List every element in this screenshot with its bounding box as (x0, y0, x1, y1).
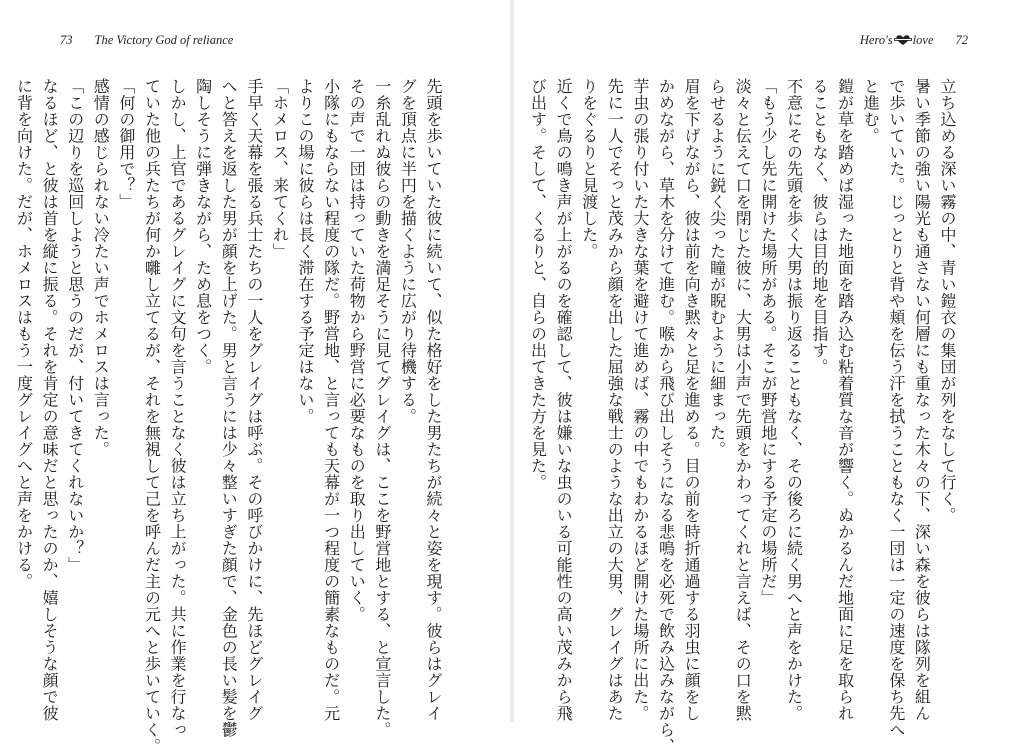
text-line: 手早く天幕を張る兵士たちの一人をグレイグは呼ぶ。その呼びかけに、先ほどグレイグ (244, 78, 264, 722)
text-line: ることもなく、彼らは目的地を目指す。 (810, 78, 830, 375)
page-number-left: 73 (60, 32, 73, 47)
text-line: び出す。そして、くるりと、自らの出てきた方を見た。 (528, 78, 548, 491)
text-line: 暑い季節の強い陽光も通さない何層にも重なった木々の下、深い森を彼らは隊列を組ん (912, 78, 932, 722)
text-line: ていた他の兵たちが何か囃し立てるが、それを無視して己を呼んだ主の元へと歩いていく。 (142, 78, 162, 755)
header-right (860, 30, 968, 50)
text-line: と進む。 (861, 78, 881, 144)
running-title-left: The Victory God of reliance (94, 32, 234, 47)
text-line: なるほど、と彼は首を縦に振る。それを肯定の意味だと思ったのか、嬉しそうな顔で彼 (40, 78, 60, 722)
running-title-right-after: love (912, 32, 934, 47)
left-page-body (14, 78, 446, 755)
text-line: 近くで鳥の鳴き声が上がるのを確認して、彼は嫌いな虫のいる可能性の高い茂みから飛 (554, 78, 574, 722)
right-page-body (528, 78, 960, 755)
text-line: 鎧が草を踏めば湿った地面を踏み込む粘着質な音が響く。ぬかるんだ地面に足を取られ (835, 78, 855, 722)
text-line: に背を向けた。だが、ホメロスはもう一度グレイグへと声をかける。 (14, 78, 34, 590)
text-line: 陶しそうに弾きながら、ため息をつく。 (193, 78, 213, 375)
running-title-right-before: Hero's (859, 32, 893, 47)
text-line: その声で一団は持っていた荷物から野営に必要なものを取り出していく。 (347, 78, 367, 623)
book-gutter (510, 0, 514, 722)
text-line: グを頂点に半円を描くように広がり待機する。 (398, 78, 418, 425)
text-line: 「もう少し先に開けた場所がある。そこが野営地にする予定の場所だ」 (758, 78, 778, 606)
text-line: 小隊にもならない程度の隊だ。野営地、と言っても天幕が一つ程度の簡素なものだ。元 (321, 78, 341, 722)
text-line: 淡々と伝えて口を閉じた彼に、大男は小声で先頭をかわってくれと言えば、その口を黙 (733, 78, 753, 722)
text-line: 先に一人でそっと茂みから顔を出した屈強な戦士のような出立の大男、グレイグはあた (605, 78, 625, 722)
text-line: かめながら、草木を分けて進む。喉から飛び出しそうになる悲鳴を必死で飲み込みながら、 (656, 78, 676, 755)
text-line: 感情の感じられない冷たい声でホメロスは言った。 (91, 78, 111, 458)
text-line: 先頭を歩いていた彼に続いて、似た格好をした男たちが続々と姿を現す。彼らはグレイ (424, 78, 443, 722)
text-line: 「ホメロス、来てくれ」 (270, 78, 290, 260)
text-line: りをぐるりと見渡した。 (579, 78, 599, 260)
page-number-right: 72 (955, 32, 968, 47)
text-line: 芋虫の張り付いた大きな葉を避けて進めば、霧の中でもわかるほど開けた場所に出た。 (630, 78, 650, 722)
text-line: 眉を下げながら、彼は前を向き黙々と足を進める。目の前を時折通過する羽虫に顔をし (682, 78, 702, 722)
header-left (60, 30, 233, 50)
text-line: 不意にその先頭を歩く大男は振り返ることもなく、その後ろに続く男へと声をかけた。 (784, 78, 804, 722)
text-line: で歩いていた。じっとりと背や頬を伝う汗を拭うこともなく一団は一定の速度を保ち先へ (886, 78, 906, 738)
text-line: らせるように鋭く尖った瞳が睨むように細まった。 (707, 78, 727, 458)
text-line: 「何の御用で？」 (116, 78, 136, 210)
text-line: 一糸乱れぬ彼らの動きを満足そうに見てグレイグは、ここを野営地とする、と宣言した。 (372, 78, 392, 738)
text-line: しかし、上官であるグレイグに文句を言うことなく彼は立ち上がった。共に作業を行なっ (168, 78, 188, 738)
text-line: よりこの場に彼らは長く滞在する予定はない。 (296, 78, 316, 425)
heart-banner-icon (894, 34, 912, 46)
text-line: へと答えを返した男が顔を上げた。男と言うには少々整いすぎた顔で、金色の長い髪を鬱 (219, 78, 239, 738)
text-line: 立ち込める深い霧の中、青い鎧衣の集団が列をなして行く。 (938, 78, 957, 524)
text-line: 「この辺りを巡回しようと思うのだが、付いてきてくれないか？」 (65, 78, 85, 573)
